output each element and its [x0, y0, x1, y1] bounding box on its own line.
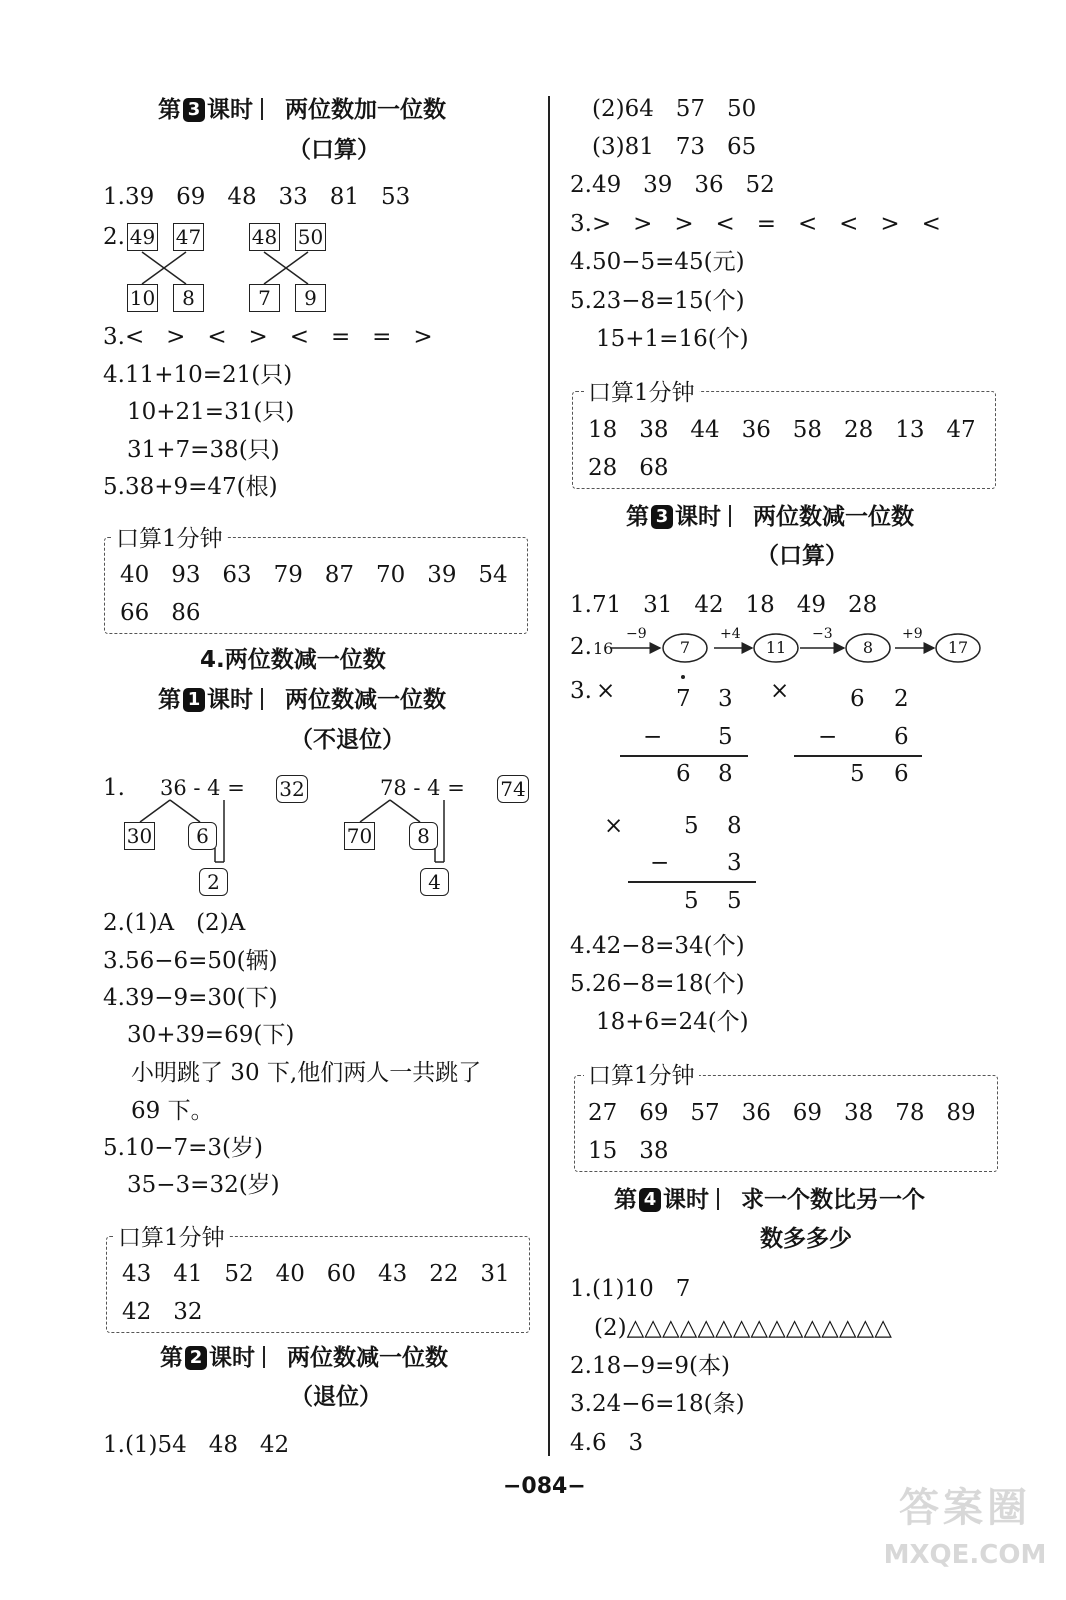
- answer-box: 7: [249, 284, 280, 312]
- underline: [628, 881, 756, 883]
- digit: 8: [718, 761, 733, 787]
- lesson-subtitle: （口算）: [288, 137, 380, 163]
- answer-label: 2.: [103, 224, 125, 250]
- lesson-number-badge: 1: [183, 688, 205, 712]
- oral-calc-row: 43 41 52 40 60 43 22 31: [122, 1261, 510, 1287]
- answer-line: (3)81 73 65: [592, 134, 757, 160]
- watermark-logo: 答案圈 MXQE.COM: [883, 1485, 1047, 1570]
- oral-calc-title: 口算1分钟: [112, 524, 227, 554]
- lesson-subtitle: 数多多少: [760, 1226, 852, 1252]
- underline: [794, 755, 922, 757]
- lesson-title: 第 2 课时 两位数减一位数: [160, 1345, 448, 1371]
- answer-box: 32: [276, 775, 308, 803]
- oral-calc-row: 15 38: [588, 1138, 669, 1164]
- digit: 5: [718, 724, 733, 750]
- chain-op: −3: [812, 626, 833, 642]
- wrong-mark: ×: [604, 813, 624, 839]
- answer-line: 2.18−9=9(本): [570, 1353, 730, 1379]
- answer-line: 5.38+9=47(根): [103, 474, 278, 500]
- answer-box: 2: [199, 868, 228, 896]
- lesson-title: 第 3 课时 两位数减一位数: [626, 504, 914, 530]
- lesson-title: 第 1 课时 两位数减一位数: [158, 687, 446, 713]
- oral-calc-title: 口算1分钟: [584, 1061, 699, 1091]
- answer-box: 10: [127, 284, 158, 312]
- answer-line: 3.24−6=18(条): [570, 1391, 745, 1417]
- digit: 5: [850, 761, 865, 787]
- underline: [620, 755, 748, 757]
- oral-calc-row: 28 68: [588, 455, 669, 481]
- oral-calc-row: 18 38 44 36 58 28 13 47: [588, 417, 976, 443]
- lesson-number-badge: 2: [185, 1346, 207, 1370]
- lesson-subtitle: （口算）: [756, 543, 848, 569]
- digit: 8: [727, 813, 742, 839]
- lesson-number-badge: 4: [639, 1188, 661, 1212]
- answer-box: 9: [295, 284, 326, 312]
- answer-line: 10+21=31(只): [127, 399, 295, 425]
- digit: 3: [727, 850, 742, 876]
- answer-line: 2.(1)A (2)A: [103, 910, 246, 936]
- answer-box: 8: [409, 822, 438, 850]
- answer-line: 35−3=32(岁): [127, 1172, 280, 1198]
- lesson-subtitle: （不退位）: [290, 727, 405, 753]
- answer-line: (2)64 57 50: [592, 96, 757, 122]
- digit: 5: [684, 813, 699, 839]
- answer-box: 50: [295, 223, 326, 251]
- lesson-number-badge: 3: [651, 505, 673, 529]
- oral-calc-row: 42 32: [122, 1299, 203, 1325]
- column-divider: [548, 96, 550, 1456]
- answer-line: 69 下。: [131, 1098, 214, 1124]
- answer-line: 5.23−8=15(个): [570, 288, 745, 314]
- lesson-title: 第 3 课时 两位数加一位数: [158, 97, 446, 123]
- arrow-chain: [610, 630, 990, 666]
- chain-node: 11: [765, 638, 787, 657]
- oral-calc-row: 66 86: [120, 600, 201, 626]
- oral-calc-title: 口算1分钟: [584, 378, 699, 408]
- chain-op: +4: [720, 626, 741, 642]
- answer-line: 3.< > < > < = = >: [103, 324, 433, 350]
- equation: 36 - 4 =: [160, 776, 245, 800]
- answer-box: 4: [420, 868, 449, 896]
- answer-line: 1.71 31 42 18 49 28: [570, 592, 878, 618]
- answer-box: 6: [188, 822, 217, 850]
- digit: 5: [684, 888, 699, 914]
- minus-sign: −: [818, 724, 838, 750]
- digit: 5: [727, 888, 742, 914]
- oral-calc-row: 40 93 63 79 87 70 39 54: [120, 562, 508, 588]
- oral-calc-title: 口算1分钟: [114, 1223, 229, 1253]
- answer-line: 4.50−5=45(元): [570, 249, 745, 275]
- answer-label: 2.: [570, 634, 592, 660]
- equation: 78 - 4 =: [380, 776, 465, 800]
- chain-start: 16: [593, 639, 614, 658]
- chain-node: 8: [862, 638, 874, 657]
- unit-title: 4.两位数减一位数: [200, 647, 386, 673]
- answer-line: 1.39 69 48 33 81 53: [103, 184, 411, 210]
- lesson-number-badge: 3: [183, 98, 205, 122]
- borrow-dot: [681, 675, 685, 679]
- answer-line: 4.42−8=34(个): [570, 933, 745, 959]
- digit: 3: [718, 686, 733, 712]
- wrong-mark: ×: [770, 678, 790, 704]
- page-number: −084−: [503, 1474, 586, 1499]
- digit: 6: [894, 724, 909, 750]
- answer-line: 15+1=16(个): [596, 326, 749, 352]
- answer-line: 5.10−7=3(岁): [103, 1135, 263, 1161]
- answer-line: 31+7=38(只): [127, 437, 280, 463]
- chain-op: +9: [902, 626, 923, 642]
- digit: 7: [676, 686, 691, 712]
- answer-label: 3.: [570, 678, 592, 704]
- answer-box: 48: [249, 223, 280, 251]
- answer-line: 小明跳了 30 下,他们两人一共跳了: [131, 1060, 482, 1086]
- answer-box: 74: [497, 775, 529, 803]
- answer-line: 4.39−9=30(下): [103, 985, 278, 1011]
- minus-sign: −: [650, 850, 670, 876]
- digit: 6: [850, 686, 865, 712]
- chain-node: 7: [679, 638, 691, 657]
- answer-box: 8: [173, 284, 204, 312]
- answer-line: 30+39=69(下): [127, 1022, 295, 1048]
- oral-calc-row: 27 69 57 36 69 38 78 89: [588, 1100, 976, 1126]
- digit: 6: [894, 761, 909, 787]
- lesson-title: 第 4 课时 求一个数比另一个: [614, 1187, 925, 1213]
- chain-op: −9: [626, 626, 647, 642]
- answer-label: 1.: [103, 775, 125, 801]
- answer-line: 1.(1)10 7: [570, 1276, 691, 1302]
- digit: 6: [676, 761, 691, 787]
- answer-line: (2)△△△△△△△△△△△△△△△: [594, 1315, 892, 1341]
- chain-node: 17: [947, 638, 969, 657]
- answer-line: 4.6 3: [570, 1430, 644, 1456]
- answer-line: 5.26−8=18(个): [570, 971, 745, 997]
- answer-line: 2.49 39 36 52: [570, 172, 775, 198]
- answer-box: 30: [124, 822, 155, 850]
- wrong-mark: ×: [596, 678, 616, 704]
- answer-box: 47: [173, 223, 204, 251]
- digit: 2: [894, 686, 909, 712]
- answer-line: 3.56−6=50(辆): [103, 948, 278, 974]
- answer-line: 1.(1)54 48 42: [103, 1432, 290, 1458]
- answer-box: 70: [344, 822, 375, 850]
- answer-box: 49: [127, 223, 158, 251]
- answer-line: 3.> > > < = < < > <: [570, 211, 941, 237]
- lesson-subtitle: （退位）: [290, 1384, 382, 1410]
- minus-sign: −: [643, 724, 663, 750]
- answer-line: 4.11+10=21(只): [103, 362, 293, 388]
- answer-line: 18+6=24(个): [596, 1009, 749, 1035]
